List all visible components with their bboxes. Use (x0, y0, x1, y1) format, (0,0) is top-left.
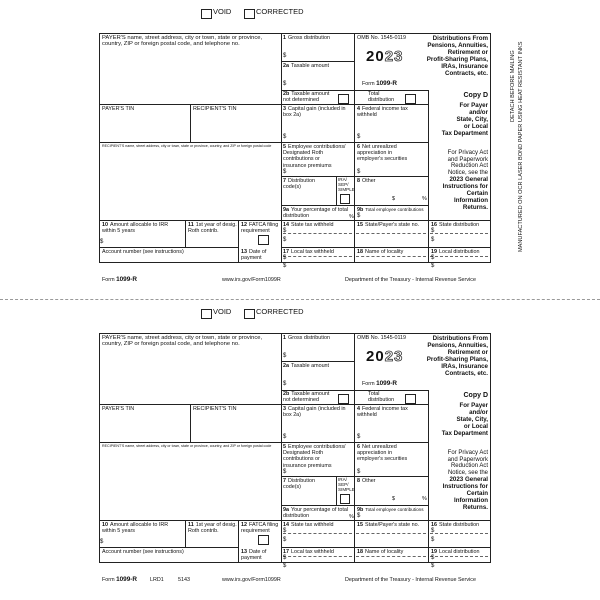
dollar-sign: $ (431, 255, 435, 261)
form-rule (354, 33, 355, 262)
total-distribution-label: Total distribution (368, 91, 395, 104)
box-13-label: 13 Date of payment (241, 549, 267, 562)
form-rule (281, 333, 282, 562)
form-rule (430, 556, 488, 557)
form-rule (336, 476, 337, 505)
general-instructions: 2023 General Instructions for Certain Information Returns. (442, 476, 488, 511)
form-rule (281, 61, 354, 62)
form-rule (281, 247, 490, 248)
total-distribution-checkbox[interactable] (405, 394, 416, 404)
payer-tin-label: PAYER'S TIN (102, 406, 135, 412)
footer-department: Department of the Treasury - Internal Revenue Service (345, 577, 476, 583)
side-detach-text: DETACH BEFORE MAILING (510, 50, 516, 122)
box-1-label: 1 Gross distribution (283, 335, 330, 341)
box-12-label: 12 FATCA filing requirement (241, 522, 279, 535)
box-11-label: 11 1st year of desig. Roth contrib. (188, 522, 237, 535)
form-rule (99, 404, 281, 405)
privacy-notice: For Privacy Act and Paperwork Reduction Act Notice, see the (447, 150, 488, 176)
form-rule (356, 233, 426, 234)
box-11-label: 11 1st year of desig. Roth contrib. (188, 222, 237, 235)
copy-title: Copy D (463, 392, 488, 399)
dollar-sign: $ (283, 381, 287, 387)
payer-tin-label: PAYER'S TIN (102, 106, 135, 112)
form-rule (490, 33, 491, 263)
box-10-label: 10 Amount allocable to IRR within 5 years (102, 222, 169, 235)
box-9b-label: 9b Total employee contributions (357, 507, 424, 513)
dollar-sign: $ (357, 213, 361, 219)
dollar-sign: $ (431, 237, 435, 243)
dollar-sign: $ (283, 353, 287, 359)
form-rule (430, 533, 488, 534)
symbol-label: % (422, 196, 427, 202)
form-rule (99, 442, 428, 443)
taxable-not-determined-checkbox[interactable] (338, 94, 349, 104)
corrected-label: CORRECTED (256, 7, 304, 16)
dollar-sign: $ (283, 469, 287, 475)
form-rule (99, 333, 490, 334)
form-rule (281, 205, 428, 206)
dollar-sign: $ (431, 528, 435, 534)
form-rule (281, 33, 282, 262)
dollar-sign: $ (283, 263, 287, 269)
box-18-label: 18 Name of locality (357, 249, 404, 255)
privacy-notice: For Privacy Act and Paperwork Reduction Act Notice, see the (447, 450, 488, 476)
void-checkbox[interactable] (201, 309, 212, 319)
box-12-label: 12 FATCA filing requirement (241, 222, 279, 235)
corrected-checkbox[interactable] (244, 309, 255, 319)
copy-recipient: For Payer and/or State, City, or Local Tax Department (441, 102, 488, 137)
footer-irs-url: www.irs.gov/Form1099R (222, 577, 281, 583)
total-distribution-checkbox[interactable] (405, 94, 416, 104)
form-rule (99, 547, 238, 548)
box-9b-label: 9b Total employee contributions (357, 207, 424, 213)
dollar-sign: $ (357, 469, 361, 475)
footer-form-number: Form 1099-R (102, 276, 138, 283)
box-17-label: 17 Local tax withheld (283, 249, 334, 255)
box-15-label: 15 State/Payer's state no. (357, 222, 420, 228)
dollar-sign: $ (357, 434, 361, 440)
form-rule (99, 33, 490, 34)
box-2a-label: 2a Taxable amount (283, 363, 330, 369)
dollar-sign: $ (283, 555, 287, 561)
footer-code: 5143 (178, 577, 190, 583)
footer-department: Department of the Treasury - Internal Revenue Service (345, 277, 476, 283)
box-4-label: 4 Federal income tax withheld (357, 406, 408, 419)
form-rule (281, 505, 428, 506)
form-number-label: Form 1099-R (362, 380, 398, 387)
form-rule (238, 520, 239, 562)
form-rule (99, 247, 238, 248)
form-copy-bottom (0, 300, 600, 600)
box-6-label: 6 Net unrealized appreciation in employer's securities (357, 444, 408, 463)
corrected-label: CORRECTED (256, 307, 304, 316)
box-7-label: 7 Distribution code(s) (283, 178, 315, 191)
footer-irs-url: www.irs.gov/Form1099R (222, 277, 281, 283)
ira-sep-simple-checkbox[interactable] (340, 194, 350, 204)
dollar-sign: $ (357, 513, 361, 519)
form-rule (99, 33, 100, 263)
box-13-label: 13 Date of payment (241, 249, 267, 262)
form-rule (99, 142, 428, 143)
ira-sep-simple-label: IRA/ SEP/ SIMPLE (338, 477, 355, 493)
payer-name-address-label: PAYER'S name, street address, city or town, state or province, country, ZIP or foreign postal code, and telephone no. (102, 35, 263, 48)
dollar-sign: $ (283, 53, 287, 59)
form-rule (281, 104, 428, 105)
dollar-sign: $ (283, 81, 287, 87)
void-checkbox[interactable] (201, 9, 212, 19)
recipient-address-label: RECIPIENT'S name, street address, city or town, state or province, country, and ZIP or foreign postal code (102, 144, 272, 148)
ira-sep-simple-checkbox[interactable] (340, 494, 350, 504)
dollar-sign: $ (357, 169, 361, 175)
fatca-checkbox[interactable] (258, 535, 269, 545)
box-10-label: 10 Amount allocable to IRR within 5 years (102, 522, 169, 535)
recipient-address-label: RECIPIENT'S name, street address, city or town, state or province, country, and ZIP or foreign postal code (102, 444, 272, 448)
taxable-not-determined-checkbox[interactable] (338, 394, 349, 404)
form-rule (356, 256, 426, 257)
dollar-sign: $ (283, 169, 287, 175)
form-title: Distributions From Pensions, Annuities, Retirement or Profit-Sharing Plans, IRAs, Insurance Contracts, etc. (426, 335, 488, 377)
form-title: Distributions From Pensions, Annuities, Retirement or Profit-Sharing Plans, IRAs, Insurance Contracts, etc. (426, 35, 488, 77)
box-2a-label: 2a Taxable amount (283, 63, 330, 69)
side-manufactured-text: MANUFACTURED ON OCR LASER BOND PAPER USING HEAT RESISTANT INKS (518, 41, 524, 252)
form-rule (238, 220, 239, 262)
dollar-sign: $ (283, 134, 287, 140)
box-5-label: 5 Employee contributions/ Designated Roth contributions or insurance premiums (283, 444, 346, 469)
box-3-label: 3 Capital gain (included in box 2a) (283, 106, 346, 119)
dollar-sign: $ (283, 237, 287, 243)
fatca-checkbox[interactable] (258, 235, 269, 245)
dollar-sign: $ (283, 537, 287, 543)
dollar-sign: $ (100, 239, 104, 245)
total-distribution-label: Total distribution (368, 391, 395, 404)
box-14-label: 14 State tax withheld (283, 222, 334, 228)
form-rule (336, 176, 337, 205)
form-rule (430, 256, 488, 257)
form-rule (356, 533, 426, 534)
dollar-sign: $ (357, 134, 361, 140)
symbol-label: $ (392, 196, 395, 202)
recipient-tin-label: RECIPIENT'S TIN (193, 106, 237, 112)
box-1-label: 1 Gross distribution (283, 35, 330, 41)
tax-year: 2023 (366, 48, 404, 65)
form-rule (281, 361, 354, 362)
box-19-label: 19 Local distribution (431, 249, 480, 255)
box-16-label: 16 State distribution (431, 222, 480, 228)
form-rule (281, 547, 490, 548)
form-rule (354, 333, 355, 562)
copy-recipient: For Payer and/or State, City, or Local Tax Department (441, 402, 488, 437)
account-number-label: Account number (see instructions) (102, 249, 184, 255)
form-rule (283, 533, 352, 534)
box-8-label: 8 Other (357, 478, 376, 484)
box-15-label: 15 State/Payer's state no. (357, 522, 420, 528)
dollar-sign: $ (431, 263, 435, 269)
footer-form-number: Form 1099-R (102, 576, 138, 583)
form-rule (190, 404, 191, 442)
form-rule (185, 520, 186, 547)
form-rule (99, 520, 490, 521)
form-rule (430, 233, 488, 234)
box-17-label: 17 Local tax withheld (283, 549, 334, 555)
form-rule (490, 333, 491, 563)
box-2b-label: 2b Taxable amount not determined (283, 91, 330, 104)
tax-year: 2023 (366, 348, 404, 365)
form-rule (283, 256, 352, 257)
perforation-line (0, 299, 600, 300)
box-19-label: 19 Local distribution (431, 549, 480, 555)
box-14-label: 14 State tax withheld (283, 522, 334, 528)
box-16-label: 16 State distribution (431, 522, 480, 528)
symbol-label: % (422, 496, 427, 502)
form-rule (190, 104, 191, 142)
box-8-label: 8 Other (357, 178, 376, 184)
form-rule (283, 233, 352, 234)
account-number-label: Account number (see instructions) (102, 549, 184, 555)
box-5-label: 5 Employee contributions/ Designated Roth contributions or insurance premiums (283, 144, 346, 169)
box-4-label: 4 Federal income tax withheld (357, 106, 408, 119)
box-6-label: 6 Net unrealized appreciation in employer's securities (357, 144, 408, 163)
symbol-label: % (349, 214, 354, 220)
dollar-sign: $ (431, 555, 435, 561)
form-rule (99, 333, 100, 563)
dollar-sign: $ (431, 563, 435, 569)
void-label: VOID (213, 7, 232, 16)
form-rule (356, 556, 426, 557)
form-number-label: Form 1099-R (362, 80, 398, 87)
form-rule (281, 404, 428, 405)
void-label: VOID (213, 307, 232, 316)
box-7-label: 7 Distribution code(s) (283, 478, 315, 491)
symbol-label: $ (392, 496, 395, 502)
recipient-tin-label: RECIPIENT'S TIN (193, 406, 237, 412)
payer-name-address-label: PAYER'S name, street address, city or town, state or province, country, ZIP or foreign postal code, and telephone no. (102, 335, 263, 348)
footer-lrd: LRD1 (150, 577, 164, 583)
box-18-label: 18 Name of locality (357, 549, 404, 555)
box-3-label: 3 Capital gain (included in box 2a) (283, 406, 346, 419)
general-instructions: 2023 General Instructions for Certain Information Returns. (442, 176, 488, 211)
box-9a-label: 9a Your percentage of total distribution (283, 507, 349, 520)
form-rule (99, 220, 490, 221)
dollar-sign: $ (283, 528, 287, 534)
ira-sep-simple-label: IRA/ SEP/ SIMPLE (338, 177, 355, 193)
box-2b-label: 2b Taxable amount not determined (283, 391, 330, 404)
corrected-checkbox[interactable] (244, 9, 255, 19)
copy-title: Copy D (463, 92, 488, 99)
dollar-sign: $ (100, 539, 104, 545)
dollar-sign: $ (283, 228, 287, 234)
form-rule (283, 556, 352, 557)
symbol-label: % (349, 514, 354, 520)
dollar-sign: $ (283, 255, 287, 261)
box-9a-label: 9a Your percentage of total distribution (283, 207, 349, 220)
dollar-sign: $ (283, 563, 287, 569)
omb-number: OMB No. 1545-0119 (357, 35, 407, 41)
dollar-sign: $ (431, 228, 435, 234)
omb-number: OMB No. 1545-0119 (357, 335, 407, 341)
form-rule (185, 220, 186, 247)
dollar-sign: $ (283, 434, 287, 440)
dollar-sign: $ (431, 537, 435, 543)
form-rule (99, 104, 281, 105)
